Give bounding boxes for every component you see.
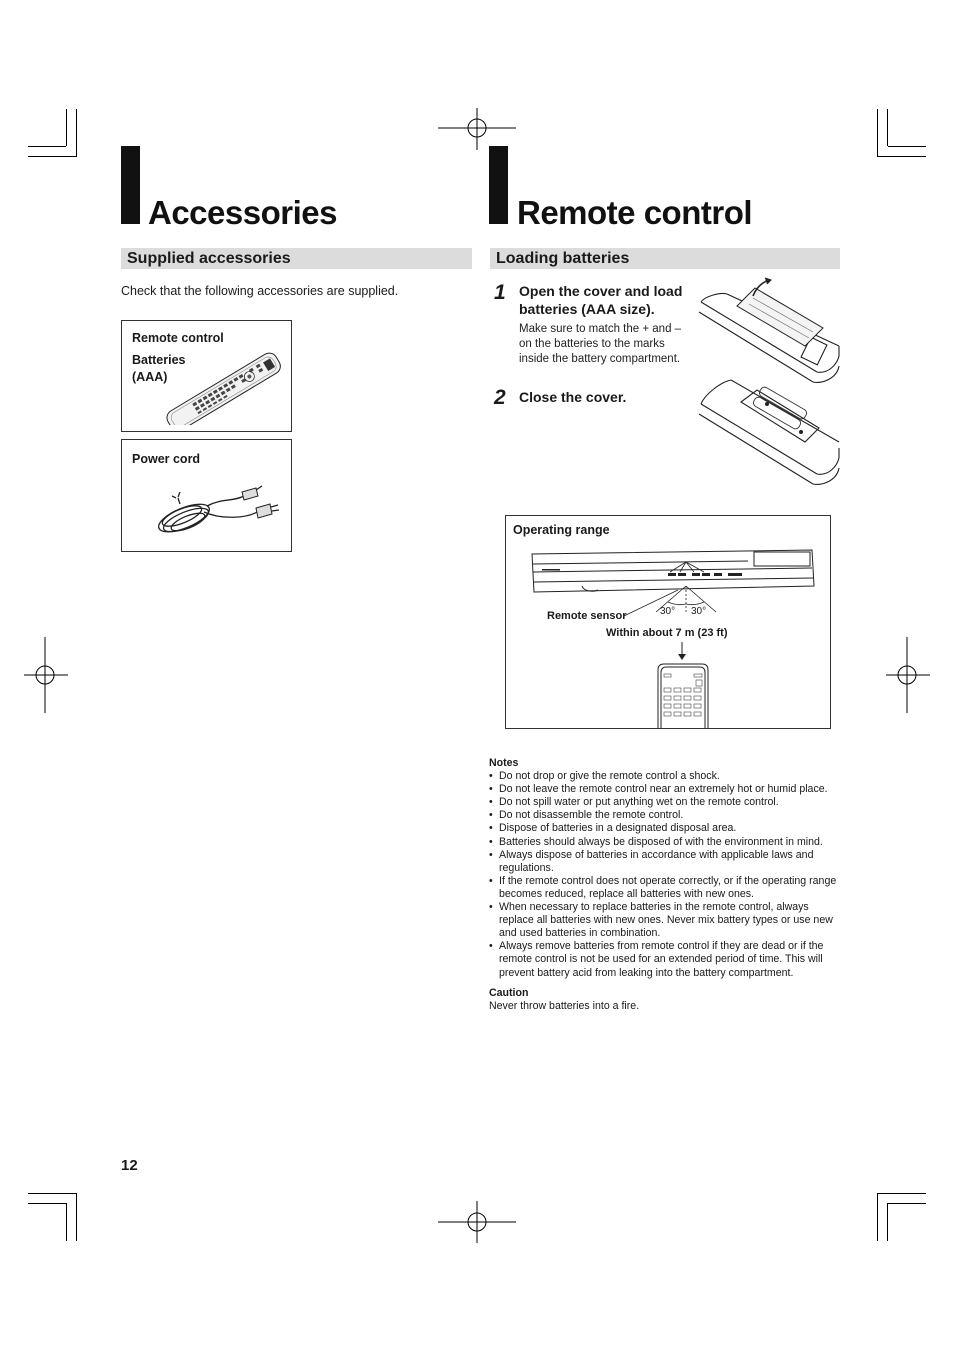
remote-control-box bbox=[121, 320, 292, 432]
operating-range-label: Operating range bbox=[513, 523, 610, 537]
loading-batteries-header: Loading batteries bbox=[490, 248, 840, 269]
note-item: • If the remote control does not operate correctly, or if the operating range becomes reduced, replace all batteries with new ones. bbox=[489, 875, 845, 901]
registration-mark-top bbox=[438, 108, 516, 150]
remote-in-range-illustration bbox=[646, 640, 716, 728]
battery-cover-closed-illustration bbox=[697, 376, 842, 488]
registration-mark-right bbox=[886, 637, 930, 713]
step-1-number: 1 bbox=[494, 281, 506, 304]
power-cord-label: Power cord bbox=[132, 452, 201, 466]
remote-sensor-label: Remote sensor bbox=[547, 610, 627, 622]
page-number: 12 bbox=[121, 1157, 138, 1174]
accessories-title: Accessories bbox=[148, 194, 337, 231]
remote-control-title: Remote control bbox=[517, 194, 753, 231]
note-item: • Dispose of batteries in a designated disposal area. bbox=[489, 822, 845, 835]
note-item: • Do not drop or give the remote control a shock. bbox=[489, 770, 845, 783]
step-2-title: Close the cover. bbox=[519, 389, 627, 405]
power-cord-illustration bbox=[152, 480, 292, 548]
notes-heading: Notes bbox=[489, 757, 519, 769]
notes-section bbox=[489, 757, 845, 1013]
power-cord-box bbox=[121, 439, 292, 552]
remote-control-illustration bbox=[160, 347, 290, 425]
accessories-intro: Check that the following accessories are supplied. bbox=[121, 284, 399, 298]
step-1-title: Open the cover and load batteries (AAA size). bbox=[519, 283, 683, 317]
battery-cover-open-illustration bbox=[697, 274, 842, 386]
distance-label: Within about 7 m (23 ft) bbox=[606, 627, 728, 639]
step-2-number: 2 bbox=[494, 386, 506, 409]
accessories-title-bar bbox=[121, 146, 140, 224]
note-item: • Always remove batteries from remote control if they are dead or if the remote control is not be used for an extended period of time. This will prevent battery acid from leaking into the battery compartment. bbox=[489, 940, 845, 979]
supplied-accessories-header: Supplied accessories bbox=[121, 248, 472, 269]
caution-heading: Caution bbox=[489, 986, 529, 999]
caution-text: Never throw batteries into a fire. bbox=[489, 999, 640, 1012]
note-item: • Always dispose of batteries in accordance with applicable laws and regulations. bbox=[489, 849, 845, 875]
remote-control-label: Remote control Batteries (AAA) bbox=[132, 331, 224, 384]
remote-control-title-bar bbox=[489, 146, 508, 224]
note-item: • Do not disassemble the remote control. bbox=[489, 809, 845, 822]
operating-range-box bbox=[505, 515, 831, 729]
note-item: • Batteries should always be disposed of with the environment in mind. bbox=[489, 836, 845, 849]
note-item: • Do not spill water or put anything wet on the remote control. bbox=[489, 796, 845, 809]
note-item: • When necessary to replace batteries in the remote control, always replace all batteries with new ones. Never mix battery types or use new and used batteries in combination. bbox=[489, 901, 845, 940]
angle-right-label: 30° bbox=[691, 606, 707, 617]
notes-list bbox=[489, 770, 845, 980]
step-1-description: Make sure to match the + and – on the batteries to the marks inside the battery compartment. bbox=[519, 323, 682, 365]
angle-left-label: 30° bbox=[660, 606, 676, 617]
registration-mark-left bbox=[24, 637, 68, 713]
note-item: • Do not leave the remote control near an extremely hot or humid place. bbox=[489, 783, 845, 796]
registration-mark-bottom bbox=[438, 1201, 516, 1243]
